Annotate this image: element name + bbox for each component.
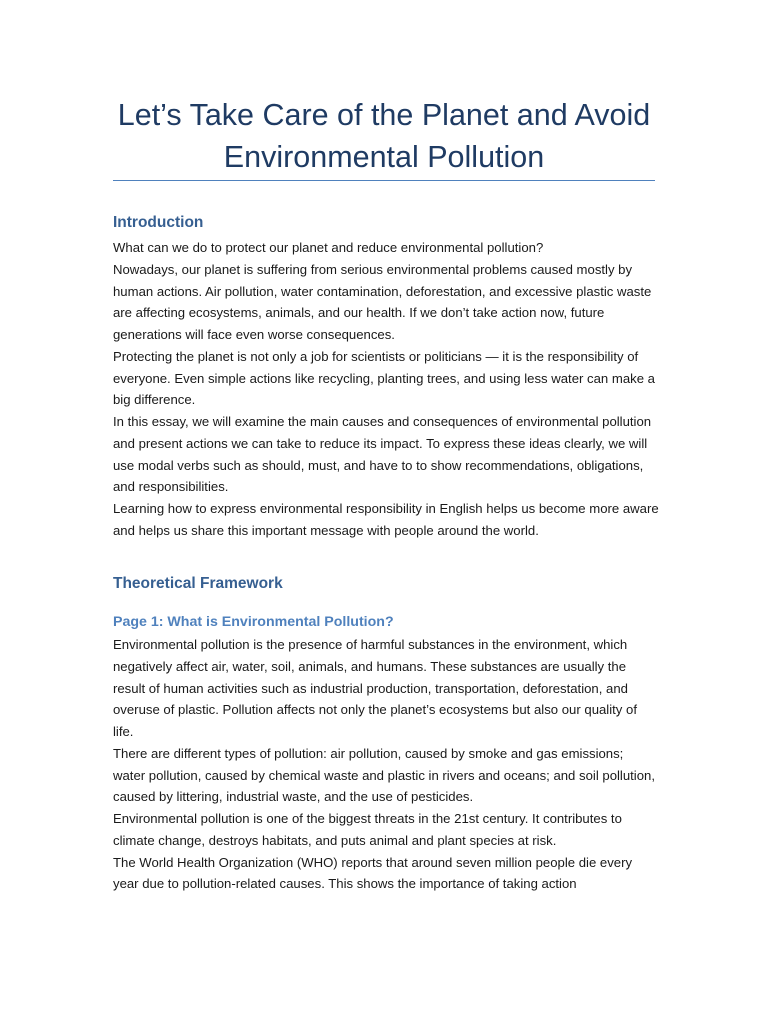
framework-paragraph-2: There are different types of pollution: air pollution, caused by smoke and gas emissions; water pollution, caused by chemical waste and plastic in rivers and oceans; and soil pollution, caused by littering, industrial waste, and the use of pesticides. xyxy=(113,745,655,805)
framework-paragraph-1: Environmental pollution is the presence of harmful substances in the environment, which negatively affect air, water, soil, animals, and humans. These substances are usually the result of human activities such as industrial production, transportation, deforestation, and overuse of plastic. Pollution affects not only the planet’s ecosystems but also our quality of life. xyxy=(113,637,637,739)
title-line-1: Let’s Take Care of the Planet and Avoid xyxy=(117,98,651,132)
introduction-heading: Introduction xyxy=(113,214,204,231)
intro-paragraph-2: Nowadays, our planet is suffering from serious environmental problems caused mostly by human actions. Air pollution, water contamination, deforestation, and excessive plastic waste are affecting ecosystems, animals, and our health. If we don’t take action now, future generations will face even worse consequences. xyxy=(113,261,652,342)
intro-paragraph-1: What can we do to protect our planet and reduce environmental pollution? xyxy=(113,240,544,255)
introduction-body xyxy=(113,237,659,542)
intro-paragraph-4: In this essay, we will examine the main causes and consequences of environmental pollution and present actions we can take to reduce its impact. To express these ideas clearly, we will use modal verbs such as should, must, and have to to show recommendations, obligations, and responsibilities. xyxy=(113,414,652,495)
framework-paragraph-3: Environmental pollution is one of the biggest threats in the 21st century. It contributes to climate change, destroys habitats, and puts animal and plant species at risk. xyxy=(113,811,622,848)
theoretical-framework-heading: Theoretical Framework xyxy=(113,575,283,592)
title-line-2: Environmental Pollution xyxy=(223,140,545,174)
theoretical-framework-body xyxy=(113,634,659,895)
intro-paragraph-5: Learning how to express environmental responsibility in English helps us become more aware and helps us share this important message with people around the world. xyxy=(113,501,659,538)
title-underline-rule xyxy=(113,180,655,181)
framework-paragraph-4: The World Health Organization (WHO) reports that around seven million people die every year due to pollution-related causes. This shows the importance of taking action xyxy=(113,854,633,892)
document-title xyxy=(113,94,655,178)
intro-paragraph-3: Protecting the planet is not only a job for scientists or politicians — it is the responsibility of everyone. Even simple actions like recycling, planting trees, and using less water can make a big difference. xyxy=(113,348,655,408)
page-1-subheading: Page 1: What is Environmental Pollution? xyxy=(113,614,394,630)
